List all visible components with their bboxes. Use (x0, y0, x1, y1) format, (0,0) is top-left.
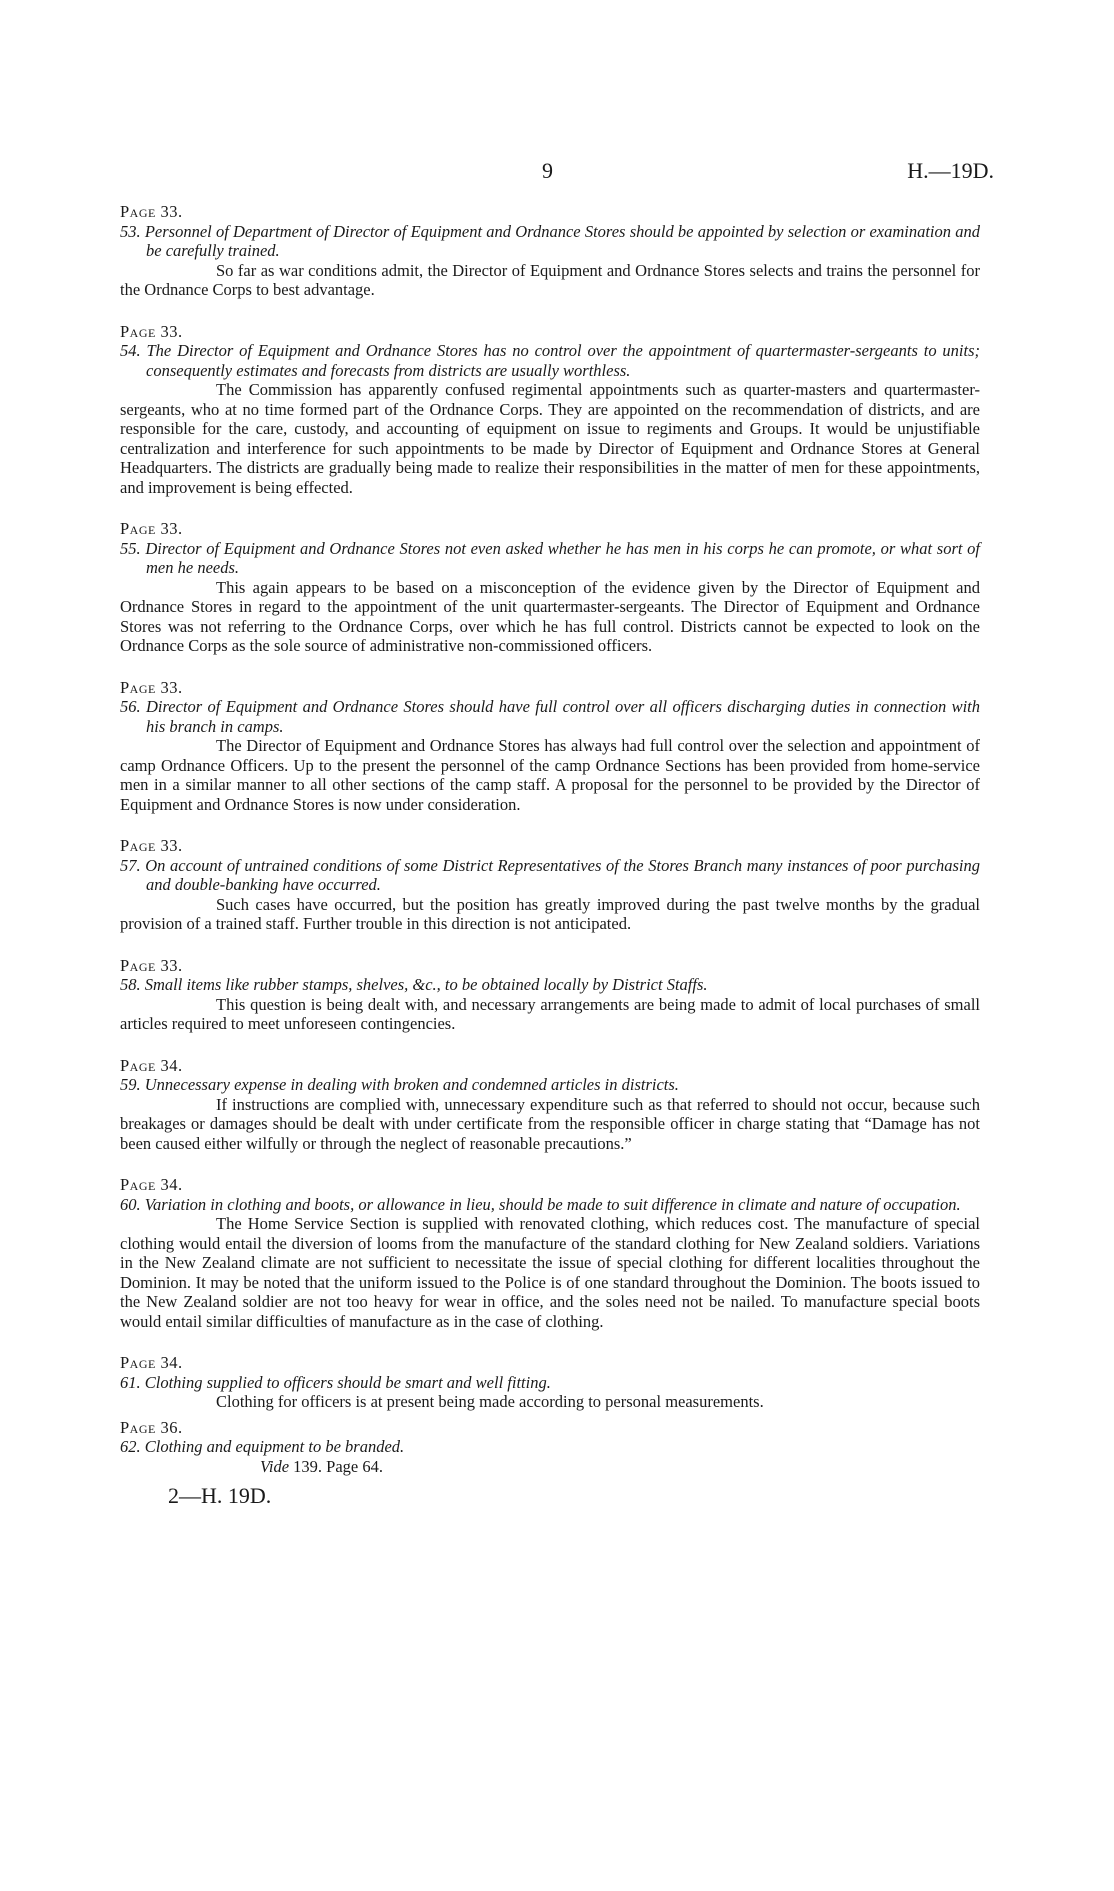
entry-reply: If instructions are complied with, unnecessary expenditure such as that referred to should not occur, because such breakages or damages should be dealt with under certificate from the responsible officer in charge stating that “Damage has not been caused either wilfully or through the neglect of reasonable precautions.” (120, 1094, 980, 1153)
entry-54 (120, 322, 980, 498)
entry-58 (120, 956, 980, 1034)
page-reference: Page 33. (120, 519, 183, 538)
vide-target: 139. Page 64. (293, 1456, 383, 1476)
entry-heading-text: On account of untrained conditions of some District Representatives of the Stores Branch many instances of poor purchasing and double-banking have occurred. (145, 855, 980, 894)
entry-62 (120, 1418, 980, 1477)
entry-heading-text: Unnecessary expense in dealing with broken and condemned articles in districts. (144, 1075, 679, 1094)
entry-heading (120, 975, 980, 995)
entry-reply: This question is being dealt with, and necessary arrangements are being made to admit of local purchases of small articles required to meet unforeseen contingencies. (120, 994, 980, 1033)
vide-word: Vide (260, 1456, 290, 1476)
entry-53 (120, 202, 980, 300)
page-reference: Page 34. (120, 1175, 183, 1194)
vide-reference (120, 1457, 980, 1477)
entry-number: 62. (120, 1437, 141, 1456)
entry-number: 58. (120, 975, 141, 994)
entry-reply: The Commission has apparently confused regimental appointments such as quarter-masters and quartermaster-sergeants, who at no time formed part of the Ordnance Corps. They are appointed on the recommendation of districts, and are responsible for the care, custody, and accounting of equipment on issue to regiments and Groups. It would be unjustifiable centralization and interference for such appointments to be made by Director of Equipment and Ordnance Stores at General Headquarters. The districts are gradually being made to realize their responsibilities in the matter of men for these appointments, and improvement is being effected. (120, 380, 980, 497)
entry-59 (120, 1056, 980, 1154)
entry-heading-text: Clothing and equipment to be branded. (144, 1437, 405, 1456)
entry-reply: Clothing for officers is at present being made according to personal measurements. (216, 1392, 764, 1411)
page-reference: Page 34. (120, 1353, 183, 1372)
entry-number: 61. (120, 1372, 141, 1392)
page-reference: Page 33. (120, 677, 183, 697)
entry-heading (120, 856, 980, 895)
entry-number: 56. (120, 697, 141, 716)
page-number: 9 (542, 158, 553, 183)
entry-reply: The Home Service Section is supplied with renovated clothing, which reduces cost. The manufacture of special clothing would entail the diversion of looms from the manufacture of the standard clothing for New Zealand soldiers. Variations in the New Zealand climate are not sufficient to necessitate the issue of special clothing for different localities throughout the Dominion. It may be noted that the uniform issued to the Police is of one standard throughout the Dominion. The boots issued to the New Zealand soldier are not too heavy for wear in office, and the soles need not be nailed. To manufacture special boots would entail similar difficulties of manufacture as in the case of clothing. (120, 1214, 980, 1331)
entry-heading (120, 1195, 980, 1215)
entry-heading (120, 341, 980, 380)
entry-60 (120, 1175, 980, 1331)
entry-reply: Such cases have occurred, but the position has greatly improved during the past twelve months by the gradual provision of a trained staff. Further trouble in this direction is not anticipated. (120, 894, 980, 933)
entry-number: 60. (120, 1194, 141, 1214)
entry-55 (120, 519, 980, 656)
entry-heading (120, 1437, 980, 1457)
page-reference: Page 33. (120, 321, 183, 341)
entry-reply: So far as war conditions admit, the Director of Equipment and Ordnance Stores selects and trains the personnel for the Ordnance Corps to best advantage. (120, 260, 980, 299)
entry-heading-text: Personnel of Department of Director of Equipment and Ordnance Stores should be appointed by selection or examination and be carefully trained. (144, 221, 980, 260)
entry-heading-text: Director of Equipment and Ordnance Stores should have full control over all officers discharging duties in connection with his branch in camps. (145, 697, 980, 736)
entry-heading (120, 697, 980, 736)
entry-56 (120, 678, 980, 815)
page-reference: Page 34. (120, 1055, 183, 1075)
entry-reply: The Director of Equipment and Ordnance Stores has always had full control over the selection and appointment of camp Ordnance Officers. Up to the present the personnel of the camp Ordnance Sections has been provided from home-service men in a similar manner to all other sections of the camp staff. A proposal for the personnel to be provided by the Director of Equipment and Ordnance Stores is now under consideration. (120, 736, 980, 814)
entry-heading-text: Small items like rubber stamps, shelves, &c., to be obtained locally by District Staffs. (144, 975, 708, 994)
entry-heading (120, 1373, 980, 1393)
page-reference: Page 33. (120, 955, 183, 975)
page-header (0, 158, 1114, 188)
entry-heading-text: Clothing supplied to officers should be smart and well fitting. (144, 1372, 551, 1392)
entry-heading (120, 539, 980, 578)
footer-code: 2—H. 19D. (168, 1483, 272, 1508)
entry-reply: This again appears to be based on a misconception of the evidence given by the Director of Equipment and Ordnance Stores in regard to the appointment of the unit quartermaster-sergeants. The Director of Equipment and Ordnance Stores was not referring to the Ordnance Corps, over which he has full control. Districts cannot be expected to look on the Ordnance Corps as the sole source of administrative non-commissioned officers. (120, 577, 980, 655)
document-body (120, 202, 980, 1506)
entry-number: 59. (120, 1075, 141, 1094)
entry-heading (120, 1075, 980, 1095)
entry-heading (120, 222, 980, 261)
entry-heading-text: Director of Equipment and Ordnance Stores not even asked whether he has men in his corps he can promote, or what sort of men he needs. (145, 538, 980, 577)
entry-number: 53. (120, 221, 141, 241)
page-reference: Page 33. (120, 836, 183, 855)
document-code: H.—19D. (907, 158, 994, 183)
entry-number: 55. (120, 538, 141, 558)
entry-61 (120, 1353, 980, 1412)
entry-heading-text: The Director of Equipment and Ordnance Stores has no control over the appointment of quartermaster-sergeants to units; consequently estimates and forecasts from districts are usually worthless. (146, 341, 981, 380)
entry-57 (120, 836, 980, 934)
entry-number: 54. (120, 341, 141, 360)
page-reference: Page 36. (120, 1417, 183, 1437)
entry-number: 57. (120, 855, 141, 875)
entry-heading-text: Variation in clothing and boots, or allowance in lieu, should be made to suit difference in climate and nature of occupation. (144, 1194, 961, 1214)
page-reference: Page 33. (120, 202, 183, 221)
